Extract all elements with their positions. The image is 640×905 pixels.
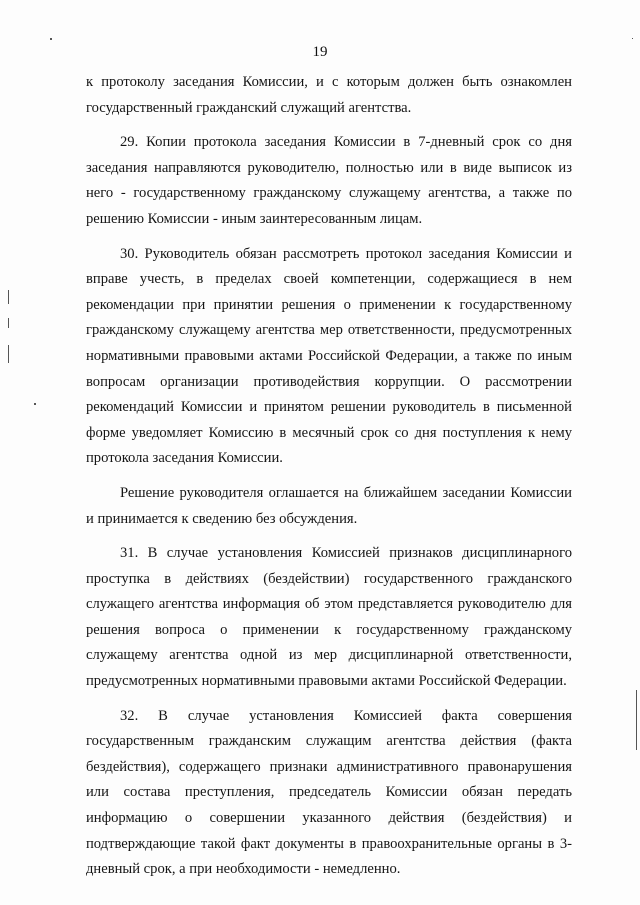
scan-mark [8,290,9,304]
paragraph-30: 30. Руководитель обязан рассмотреть протокол заседания Комиссии и вправе учесть, в пределах своей компетенции, содержащиеся в нем рекомендации при принятии решения о применении к государственному гражданскому служащему агентства мер ответственности, предусмотренных нормативными правовыми актами Российской Федерации, а также по иным вопросам организации противодействия коррупции. О рассмотрении рекомендаций Комиссии и принятом решении руководитель в письменной форме уведомляет Комиссию в месячный срок со дня поступления к нему протокола заседания Комиссии. [86,245,572,467]
paragraph-31: 31. В случае установления Комиссией признаков дисциплинарного проступка в действиях (бездействии) государственного гражданского служащего агентства информация об этом представляется руководителю для решения вопроса о применении к государственному гражданскому служащему агентства одной из мер дисциплинарной ответственности, предусмотренных нормативными правовыми актами Российской Федерации. [86,545,572,690]
document-body [86,70,572,883]
scan-mark [636,690,637,750]
page-number: 19 [312,44,328,60]
scan-mark [632,38,633,39]
scan-mark [8,345,9,363]
paragraph-continuation: к протоколу заседания Комиссии, и с которым должен быть ознакомлен государственный гражданский служащий агентства. [86,74,572,116]
scan-mark [8,318,9,328]
paragraph-decision: Решение руководителя оглашается на ближайшем заседании Комиссии и принимается к сведению без обсуждения. [86,484,572,527]
scan-mark [34,403,36,405]
scan-mark [50,38,52,40]
paragraph-32: 32. В случае установления Комиссией факта совершения государственным гражданским служащим агентства действия (факта бездействия), содержащего признаки административного правонарушения или состава преступления, председатель Комиссии обязан передать информацию о совершении указанного действия (бездействия) и подтверждающие такой факт документы в правоохранительные органы в 3-дневный срок, а при необходимости - немедленно. [86,707,572,878]
paragraph-29: 29. Копии протокола заседания Комиссии в 7-дневный срок со дня заседания направляются руководителю, полностью или в виде выписок из него - государственному гражданскому служащему агентства, а также по решению Комиссии - иным заинтересованным лицам. [86,134,572,227]
